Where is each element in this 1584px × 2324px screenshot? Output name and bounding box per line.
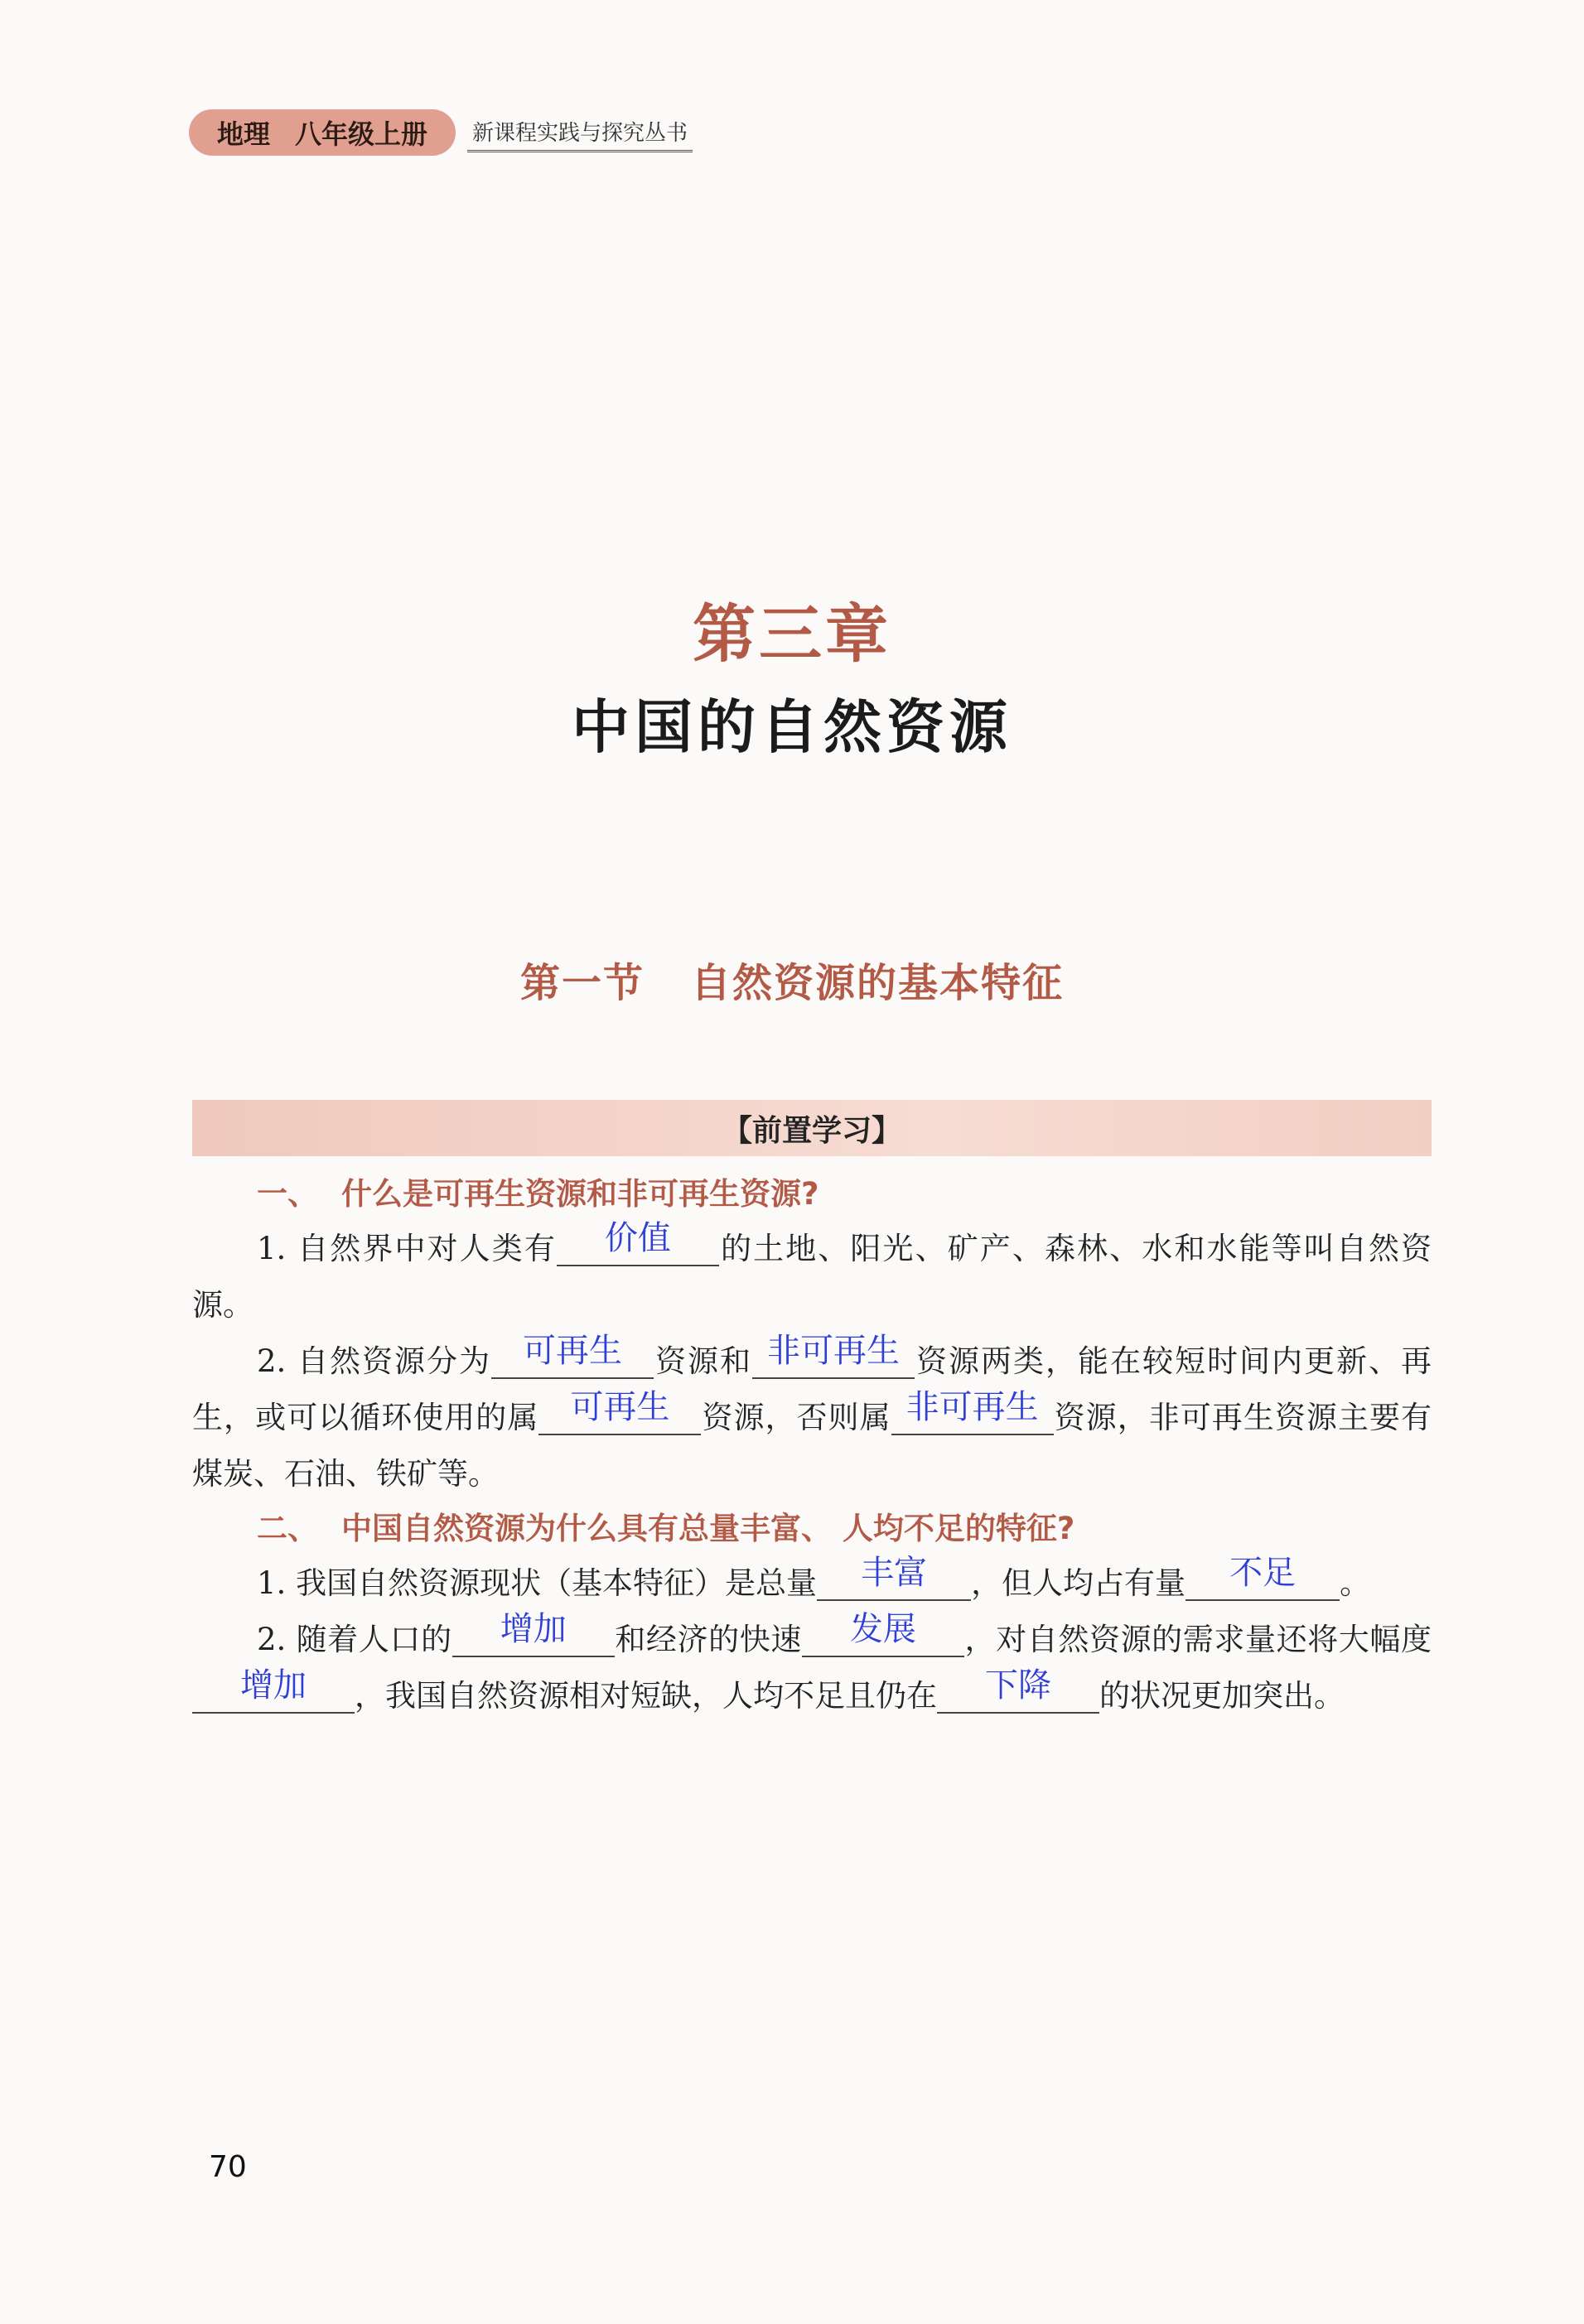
section-title-text: 自然资源的基本特征 xyxy=(691,960,1065,1006)
handwritten-answer: 非可再生 xyxy=(905,1388,1039,1426)
question-number: 一、 xyxy=(257,1176,318,1212)
running-header xyxy=(189,109,693,156)
paragraph-q1-item1 xyxy=(192,1221,1432,1333)
text-segment: 资源两类，能在较短时间内更新、再生，或可以循环使用的属 xyxy=(192,1343,1432,1435)
question-text: 中国自然资源为什么具有总量丰富、 人均不足的特征? xyxy=(341,1511,1075,1546)
text-segment: 的状况更加突出。 xyxy=(1099,1678,1345,1714)
answer-blank[interactable] xyxy=(557,1219,719,1266)
text-segment: 。 xyxy=(1340,1565,1371,1601)
band-label: 【前置学习】 xyxy=(722,1113,901,1148)
paragraph-q1-item2 xyxy=(192,1333,1432,1502)
subject-label: 地理 xyxy=(217,118,271,150)
section-heading xyxy=(0,951,1584,1008)
text-segment: 资源，非可再生资源主要有煤炭、石油、铁矿等。 xyxy=(192,1400,1432,1492)
text-segment: 1. 我国自然资源现状（基本特征）是总量 xyxy=(257,1565,818,1601)
chapter-title: 中国的自然资源 xyxy=(572,693,1012,761)
paragraph-q2-item2 xyxy=(192,1612,1432,1724)
text-segment: ，对自然资源的需求量还将大幅度 xyxy=(963,1622,1432,1657)
answer-blank[interactable] xyxy=(802,1610,964,1657)
preview-study-band xyxy=(192,1100,1432,1156)
answer-blank[interactable] xyxy=(192,1666,355,1714)
text-segment: 资源和 xyxy=(654,1343,753,1379)
answer-blank[interactable] xyxy=(452,1610,615,1657)
text-segment: 和经济的快速 xyxy=(614,1622,802,1657)
paragraph-q2-item1 xyxy=(192,1555,1432,1612)
answer-blank[interactable] xyxy=(1186,1554,1340,1601)
text-segment: 1. 自然界中对人类有 xyxy=(257,1231,557,1266)
question-text: 什么是可再生资源和非可再生资源? xyxy=(341,1176,819,1212)
page-number: 70 xyxy=(209,2150,247,2184)
handwritten-answer: 发展 xyxy=(849,1610,916,1648)
handwritten-answer: 下降 xyxy=(985,1666,1051,1704)
answer-blank[interactable] xyxy=(491,1332,654,1379)
question-heading-1 xyxy=(192,1168,1432,1221)
subject-grade-tag xyxy=(189,109,456,156)
text-segment: 2. 自然资源分为 xyxy=(257,1343,492,1379)
question-number: 二、 xyxy=(257,1511,318,1546)
answer-blank[interactable] xyxy=(937,1666,1099,1714)
text-segment: ，但人均占有量 xyxy=(971,1565,1186,1601)
handwritten-answer: 非可再生 xyxy=(767,1332,901,1370)
handwritten-answer: 增加 xyxy=(240,1666,307,1704)
section-number: 第一节 xyxy=(519,960,645,1006)
handwritten-answer: 价值 xyxy=(604,1219,671,1257)
text-segment: 的土地、阳光、矿产、森林、水和水能等叫自然资源。 xyxy=(192,1231,1432,1323)
answer-blank[interactable] xyxy=(817,1554,971,1601)
exercise-content xyxy=(192,1168,1432,1724)
question-heading-2 xyxy=(192,1502,1432,1555)
handwritten-answer: 可再生 xyxy=(523,1332,623,1370)
answer-blank[interactable] xyxy=(538,1388,701,1435)
text-segment: ，我国自然资源相对短缺，人均不足且仍在 xyxy=(355,1678,937,1714)
handwritten-answer: 可再生 xyxy=(570,1388,670,1426)
text-segment: 资源，否则属 xyxy=(701,1400,891,1435)
text-segment: 2. 随着人口的 xyxy=(257,1622,452,1657)
series-title: 新课程实践与探究丛书 xyxy=(467,113,693,152)
handwritten-answer: 增加 xyxy=(500,1610,567,1648)
answer-blank[interactable] xyxy=(752,1332,915,1379)
handwritten-answer: 丰富 xyxy=(861,1554,928,1592)
answer-blank[interactable] xyxy=(891,1388,1054,1435)
handwritten-answer: 不足 xyxy=(1229,1554,1297,1592)
chapter-number: 第三章 xyxy=(693,597,891,671)
grade-label: 八年级上册 xyxy=(295,118,428,150)
